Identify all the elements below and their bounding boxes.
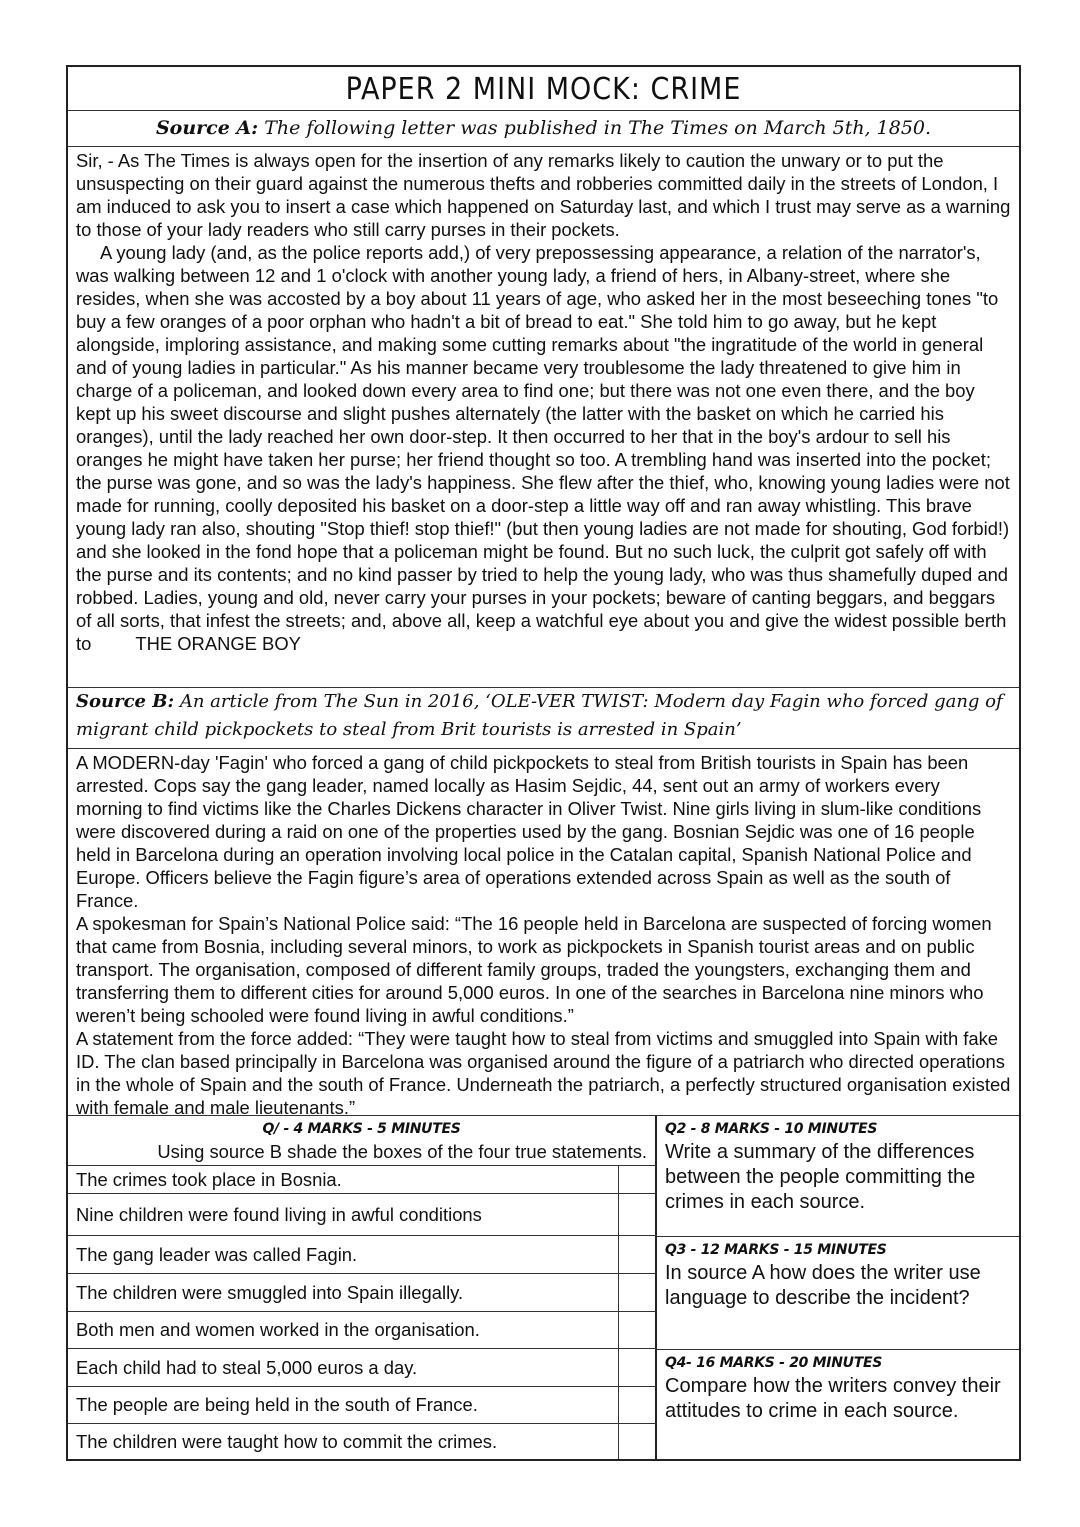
shade-box[interactable]	[618, 1349, 657, 1386]
source-b-intro: An article from The Sun in 2016, ‘OLE-VER TWIST: Modern day Fagin who forced gang of migrant child pickpockets to steal from Brit tourists is arrested in Spain’	[76, 691, 1003, 740]
shade-box[interactable]	[618, 1166, 657, 1193]
source-b-heading	[68, 688, 1019, 749]
source-a-paragraph: A young lady (and, as the police reports add,) of very prepossessing appearance, a relation of the narrator's, was walking between 12 and 1 o'clock with another young lady, a friend of hers, in Albany-street, where she resides, when she was accosted by a boy about 11 years of age, who asked her in the most beseeching tones "to buy a few oranges of a poor orphan who hadn't a bit of bread to eat." She told him to go away, but he kept alongside, imploring assistance, and making some cutting remarks about "the ingratitude of the world in general and of young ladies in particular." As his manner became very troublesome the lady threatened to give him in charge of a policeman, and looked down every area to find one; but there was not one even there, and the boy kept up his sweet discourse and slight pushes alternately (the latter with the basket on which he carried his oranges), until the lady reached her own door-step. It then occurred to her that in the boy's ardour to sell his oranges he might have taken her purse; her friend thought so too. A trembling hand was inserted into the pocket; the purse was gone, and so was the lady's happiness. She flew after the thief, who, knowing young ladies were not made for running, coolly deposited his basket on a door-step a little way off and ran away whistling. This brave young lady ran also, shouting "Stop thief! stop thief!" (but then young ladies are not made for shouting, God forbid!) and she looked in the fond hope that a policeman might be found. But no such luck, the culprit got safely off with the purse and its contents; and no kind passer by tried to help the young lady, who was thus shamefully duped and robbed. Ladies, young and old, never carry your purses in your pockets; beware of canting beggars, and beggars of all sorts, that infest the streets; and, above all, keep a watchful eye about you and give the widest possible berth to THE ORANGE BOY	[76, 242, 1010, 654]
statement-row: Each child had to steal 5,000 euros a day.	[68, 1348, 657, 1386]
page-title: PAPER 2 MINI MOCK: CRIME	[68, 67, 1019, 111]
shade-box[interactable]	[618, 1274, 657, 1311]
statement-row: The children were smuggled into Spain illegally.	[68, 1273, 657, 1311]
q1-instruction: Using source B shade the boxes of the four true statements.	[157, 1141, 647, 1162]
statement-row: Both men and women worked in the organisation.	[68, 1311, 657, 1348]
q2-text: Write a summary of the differences between the people committing the crimes in each source.	[665, 1141, 976, 1213]
q4-text: Compare how the writers convey their attitudes to crime in each source.	[665, 1375, 1001, 1422]
source-b-paragraph: A MODERN-day 'Fagin' who forced a gang of child pickpockets to steal from British tourists in Spain has been arrested. Cops say the gang leader, named locally as Hasim Sejdic, 44, sent out an army of workers every morning to find victims like the Charles Dickens character in Oliver Twist. Nine girls living in slum-like conditions were discovered during a raid on one of the properties used by the gang. Bosnian Sejdic was one of 16 people held in Barcelona during an operation involving local police in the Catalan capital, Spanish National Police and Europe. Officers believe the Fagin figure’s area of operations extended across Spain as well as the south of France.	[76, 752, 982, 911]
q2-panel	[657, 1116, 1019, 1237]
q1-heading: Q/ - 4 MARKS - 5 MINUTES	[262, 1121, 461, 1137]
q3-heading: Q3 - 12 MARKS - 15 MINUTES	[665, 1242, 887, 1258]
q1-panel	[68, 1116, 657, 1459]
statement-row: Nine children were found living in awful conditions	[68, 1193, 657, 1235]
statement-row: The gang leader was called Fagin.	[68, 1235, 657, 1273]
q4-panel	[657, 1350, 1019, 1459]
source-a-intro: The following letter was published in The Times on March 5th, 1850.	[264, 117, 932, 139]
statement-row: The people are being held in the south of France.	[68, 1386, 657, 1423]
shade-box[interactable]	[618, 1312, 657, 1348]
source-a-signature: THE ORANGE BOY	[135, 633, 301, 654]
q4-heading: Q4- 16 MARKS - 20 MINUTES	[665, 1355, 882, 1371]
source-b-label: Source B:	[76, 691, 175, 712]
source-a-heading	[68, 111, 1019, 147]
source-b-paragraph: A spokesman for Spain’s National Police said: “The 16 people held in Barcelona are suspected of forcing women that came from Bosnia, including several minors, to work as pickpockets in Spanish tourist areas and on public transport. The organisation, composed of different family groups, traded the youngsters, exchanging them and transferring them to different cities for around 5,000 euros. In one of the searches in Barcelona nine minors who weren’t being schooled were found living in awful conditions.”	[76, 913, 992, 1026]
shade-box[interactable]	[618, 1236, 657, 1273]
source-a-paragraph: Sir, - As The Times is always open for the insertion of any remarks likely to caution the unwary or to put the unsuspecting on their guard against the numerous thefts and robberies committed daily in the streets of London, I am induced to ask you to insert a case which happened on Saturday last, and which I trust may serve as a warning to those of your lady readers who still carry purses in their pockets.	[76, 150, 1011, 240]
source-a-label: Source A:	[155, 117, 259, 139]
shade-box[interactable]	[618, 1424, 657, 1459]
q3-text: In source A how does the writer use language to describe the incident?	[665, 1262, 981, 1309]
source-a-text	[68, 147, 1019, 688]
source-b-text	[68, 749, 1019, 1116]
q3-panel	[657, 1237, 1019, 1350]
statement-row: The children were taught how to commit the crimes.	[68, 1423, 657, 1459]
source-b-paragraph: A statement from the force added: “They were taught how to steal from victims and smuggled into Spain with fake ID. The clan based principally in Barcelona was organised around the figure of a patriarch who directed operations in the whole of Spain and the south of France. Underneath the patriarch, a perfectly structured organisation existed with female and male lieutenants.”	[76, 1028, 1011, 1118]
shade-box[interactable]	[618, 1194, 657, 1235]
questions-area	[68, 1116, 1019, 1459]
shade-box[interactable]	[618, 1387, 657, 1423]
statement-row: The crimes took place in Bosnia.	[68, 1165, 657, 1193]
q2-heading: Q2 - 8 MARKS - 10 MINUTES	[665, 1121, 878, 1137]
worksheet	[66, 65, 1021, 1461]
